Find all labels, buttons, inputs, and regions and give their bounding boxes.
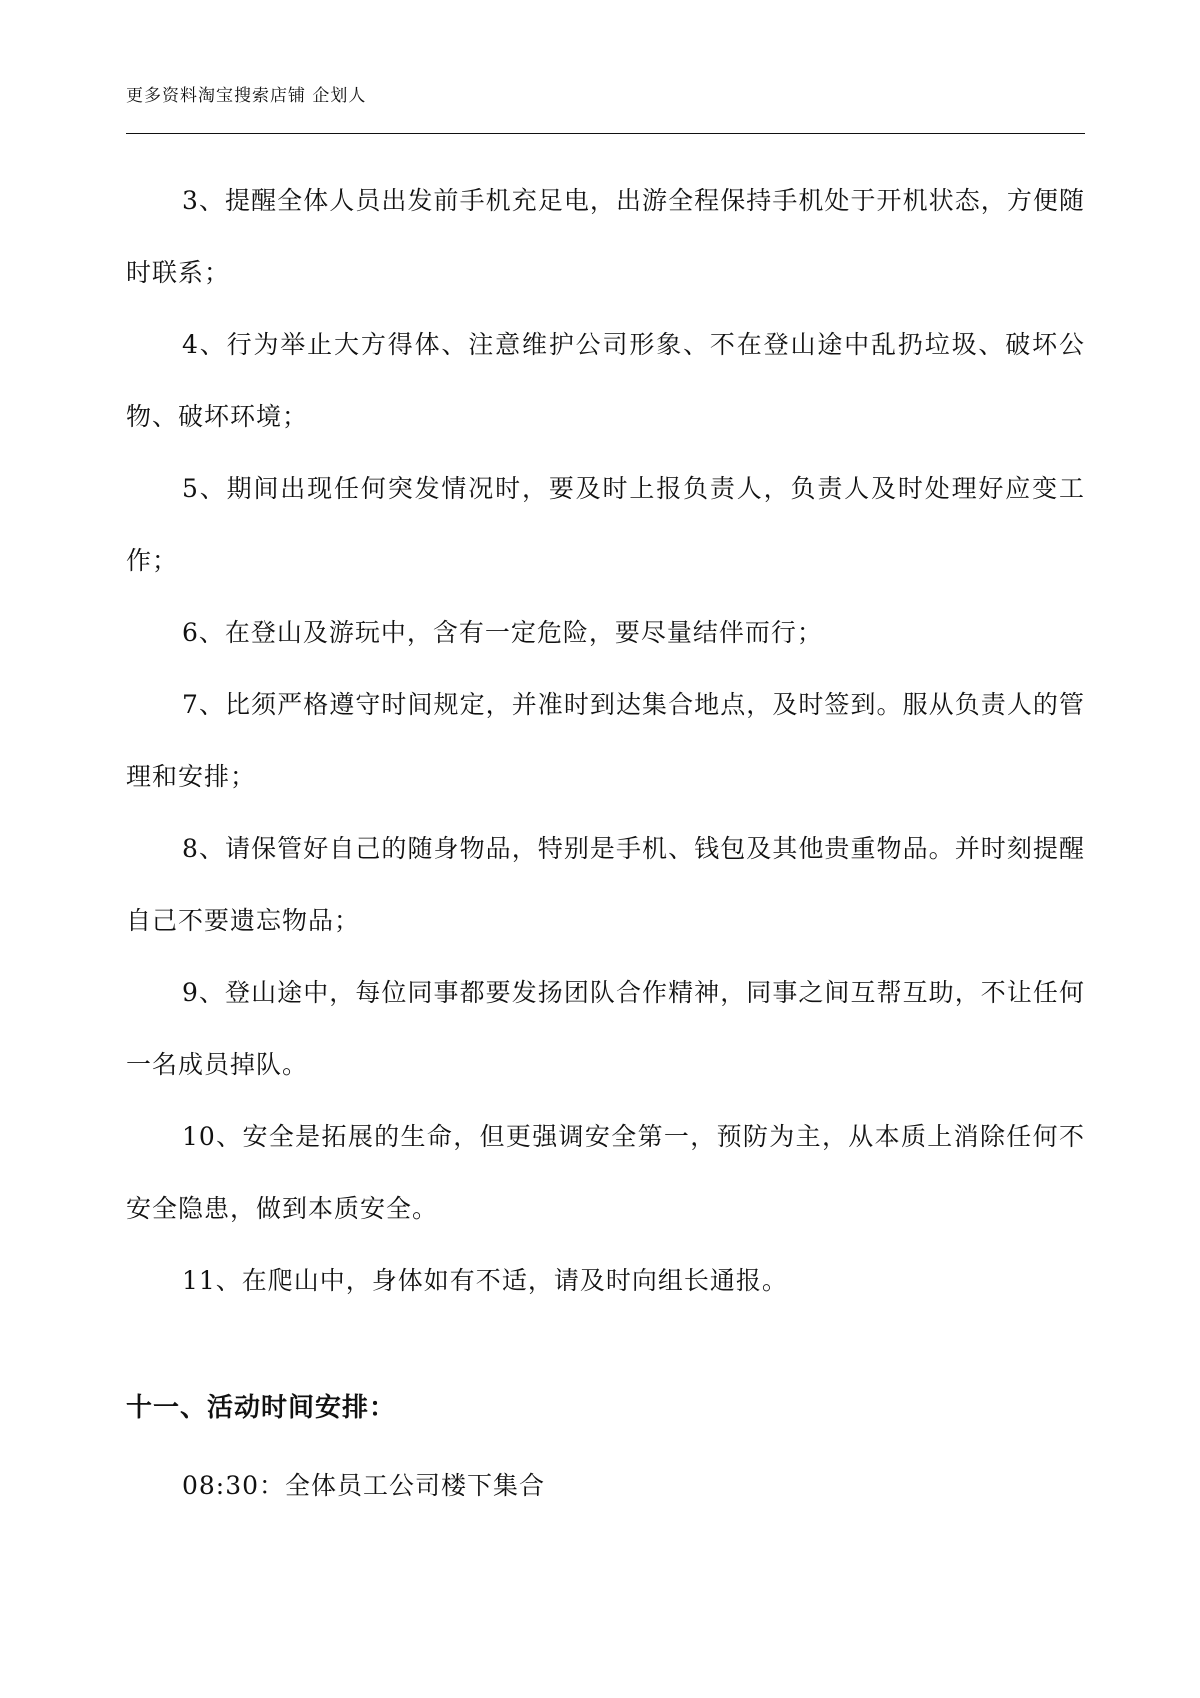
paragraph-item-6: 6、在登山及游玩中，含有一定危险，要尽量结伴而行；	[182, 618, 823, 647]
section-heading: 十一、活动时间安排：	[126, 1393, 397, 1423]
paragraph-item-4: 4、行为举止大方得体、注意维护公司形象、不在登山途中乱扔垃圾、破坏公物、破坏环境；	[126, 330, 1085, 431]
schedule-item: 08:30：全体员工公司楼下集合	[182, 1471, 546, 1500]
paragraph-item-9: 9、登山途中，每位同事都要发扬团队合作精神，同事之间互帮互助，不让任何一名成员掉队。	[126, 978, 1085, 1079]
paragraph-item-11: 11、在爬山中，身体如有不适，请及时向组长通报。	[182, 1266, 788, 1295]
header-divider	[126, 133, 1085, 134]
paragraph-item-10: 10、安全是拓展的生命，但更强调安全第一，预防为主，从本质上消除任何不安全隐患，做到本质安全。	[126, 1122, 1085, 1223]
paragraph-item-3: 3、提醒全体人员出发前手机充足电，出游全程保持手机处于开机状态，方便随时联系；	[126, 186, 1085, 287]
paragraph-item-5: 5、期间出现任何突发情况时，要及时上报负责人，负责人及时处理好应变工作；	[126, 474, 1085, 575]
page-header-text: 更多资料淘宝搜索店铺 企划人	[126, 86, 367, 106]
paragraph-item-7: 7、比须严格遵守时间规定，并准时到达集合地点，及时签到。服从负责人的管理和安排；	[126, 690, 1085, 791]
paragraph-item-8: 8、请保管好自己的随身物品，特别是手机、钱包及其他贵重物品。并时刻提醒自己不要遗忘物品；	[126, 834, 1085, 935]
document-body	[126, 165, 1085, 1317]
